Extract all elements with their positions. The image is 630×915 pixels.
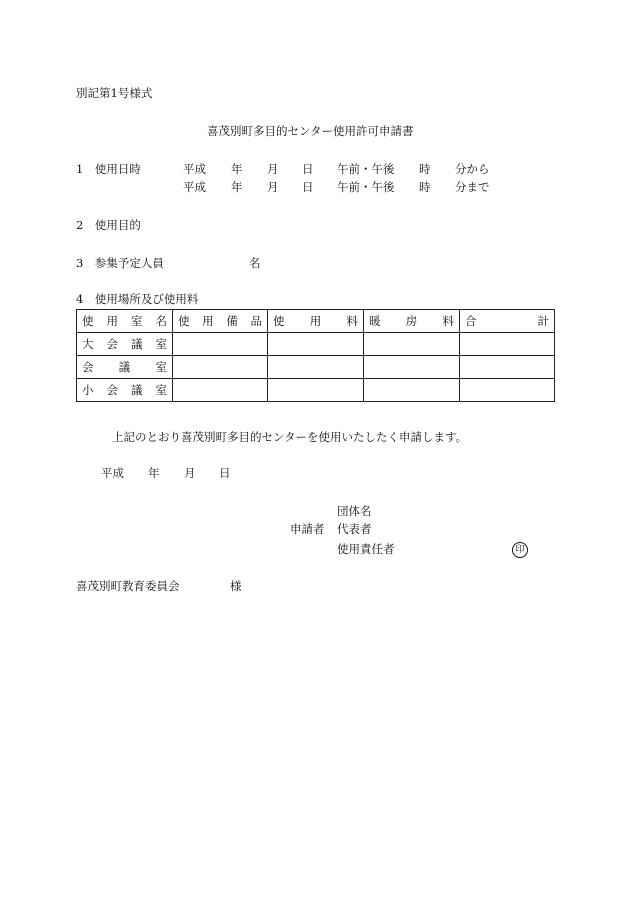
- usage-fee-cell[interactable]: [268, 379, 364, 402]
- seal-mark: 印: [512, 542, 528, 558]
- table-row: [77, 333, 555, 356]
- application-statement: 上記のとおり喜茂別町多目的センターを使用いたしたく申請します。: [112, 430, 468, 444]
- minute-to-label: 分まで: [455, 180, 490, 194]
- organization-name-label: 団体名: [337, 504, 372, 518]
- header-total: 合 計: [460, 310, 555, 333]
- day-label: 日: [219, 466, 231, 480]
- usage-fee-cell[interactable]: [268, 356, 364, 379]
- era-label: 平成: [101, 466, 124, 480]
- day-label: 日: [302, 180, 314, 194]
- hour-label: 時: [419, 180, 431, 194]
- usage-purpose-label: 2 使用目的: [76, 218, 141, 232]
- header-heating-fee: 暖 房 料: [364, 310, 460, 333]
- document-title: 喜茂別町多目的センター使用許可申請書: [207, 124, 414, 138]
- minute-from-label: 分から: [455, 162, 490, 176]
- table-row: [77, 356, 555, 379]
- heating-fee-cell[interactable]: [364, 379, 460, 402]
- addressee-name: 喜茂別町教育委員会: [76, 579, 180, 593]
- year-label: 年: [231, 180, 243, 194]
- era-label: 平成: [183, 180, 206, 194]
- usage-location-fee-label: 4 使用場所及び使用料: [76, 292, 199, 306]
- heating-fee-cell[interactable]: [364, 333, 460, 356]
- attendees-label: 3 参集予定人員: [76, 256, 164, 270]
- month-label: 月: [267, 162, 279, 176]
- attendees-unit: 名: [249, 256, 261, 270]
- era-label: 平成: [183, 162, 206, 176]
- applicant-label: 申請者: [290, 522, 325, 536]
- total-cell[interactable]: [460, 379, 555, 402]
- table-header-row: [77, 310, 555, 333]
- total-cell[interactable]: [460, 356, 555, 379]
- representative-label: 代表者: [337, 522, 372, 536]
- room-conference: 会 議 室: [77, 356, 173, 379]
- total-cell[interactable]: [460, 333, 555, 356]
- am-pm-label: 午前・午後: [337, 180, 395, 194]
- month-label: 月: [267, 180, 279, 194]
- form-number: 別記第1号様式: [76, 86, 153, 100]
- room-large-conference: 大 会 議 室: [77, 333, 173, 356]
- am-pm-label: 午前・午後: [337, 162, 395, 176]
- addressee-honorific: 様: [230, 579, 242, 593]
- usage-fee-cell[interactable]: [268, 333, 364, 356]
- usage-datetime-label: 1 使用日時: [76, 162, 141, 176]
- month-label: 月: [184, 466, 196, 480]
- table-row: [77, 379, 555, 402]
- usage-manager-label: 使用責任者: [337, 542, 395, 556]
- day-label: 日: [302, 162, 314, 176]
- equipment-cell[interactable]: [173, 356, 268, 379]
- header-equipment: 使 用 備 品: [173, 310, 268, 333]
- room-small-conference: 小 会 議 室: [77, 379, 173, 402]
- year-label: 年: [231, 162, 243, 176]
- header-room-name: 使 用 室 名: [77, 310, 173, 333]
- equipment-cell[interactable]: [173, 379, 268, 402]
- heating-fee-cell[interactable]: [364, 356, 460, 379]
- usage-fee-table: [76, 309, 555, 402]
- year-label: 年: [148, 466, 160, 480]
- hour-label: 時: [419, 162, 431, 176]
- equipment-cell[interactable]: [173, 333, 268, 356]
- header-usage-fee: 使 用 料: [268, 310, 364, 333]
